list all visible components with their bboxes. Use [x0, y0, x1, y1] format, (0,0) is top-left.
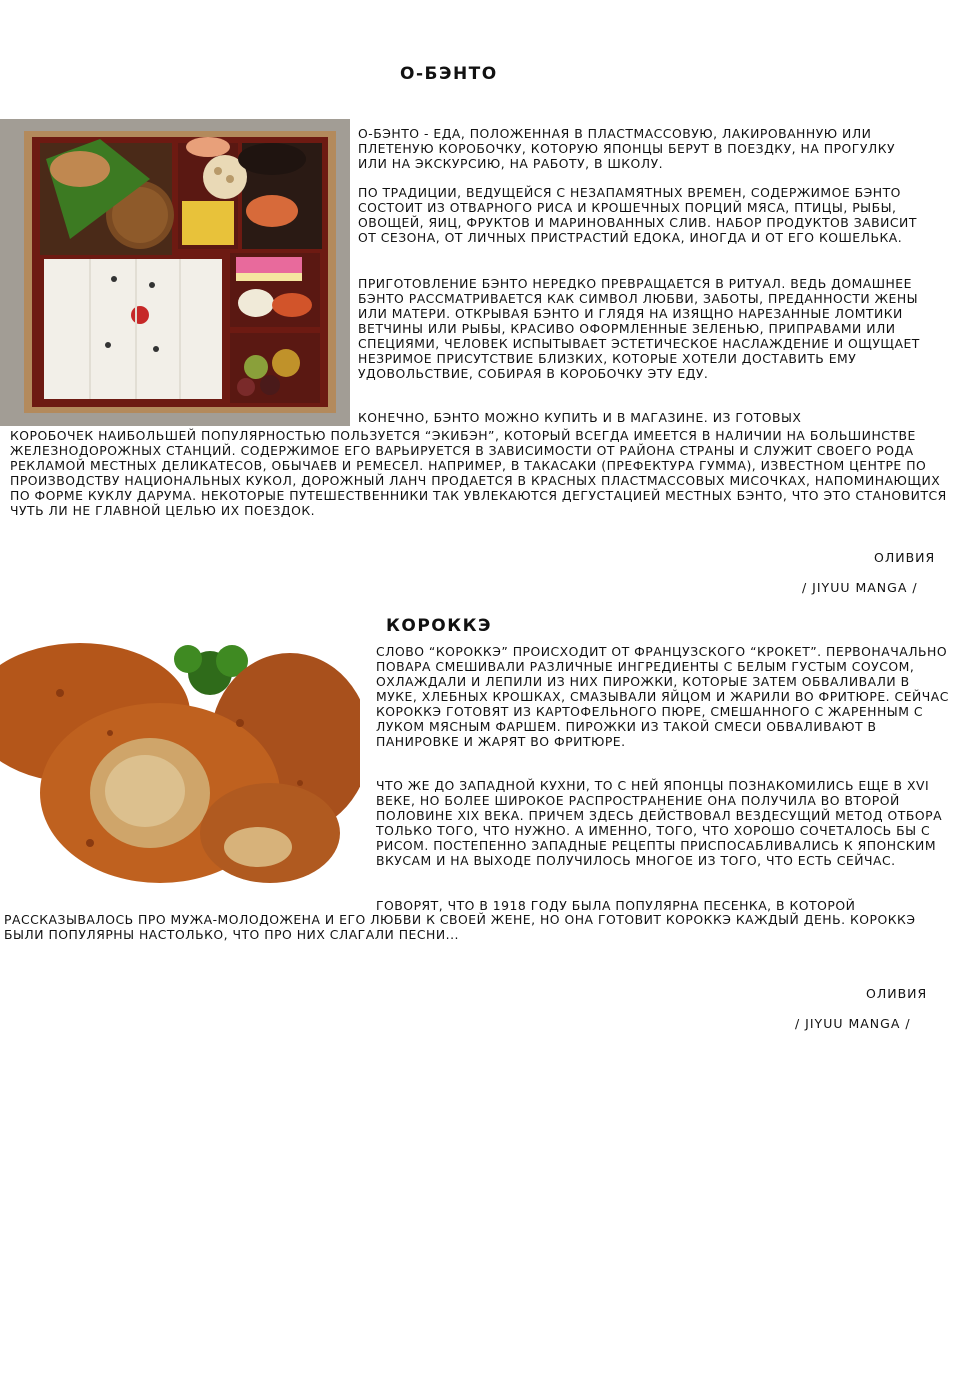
korokke-paragraph-4: РАССКАЗЫВАЛОСЬ ПРО МУЖА-МОЛОДОЖЕНА И ЕГО ЛЮБВИ К СВОЕЙ ЖЕНЕ, НО ОНА ГОТОВИТ КОРОККЭ КАЖДЫЙ ДЕНЬ. КОРОККЭ БЫЛИ ПОПУЛЯРНЫ НАСТОЛЬКО, ЧТО ПРО НИХ СЛАГАЛИ ПЕСНИ...: [4, 912, 916, 942]
korokke-photo: [0, 633, 360, 903]
bento-paragraph-4: КОНЕЧНО, БЭНТО МОЖНО КУПИТЬ И В МАГАЗИНЕ. ИЗ ГОТОВЫХ: [358, 410, 802, 425]
bento-paragraph-3: ПРИГОТОВЛЕНИЕ БЭНТО НЕРЕДКО ПРЕВРАЩАЕТСЯ В РИТУАЛ. ВЕДЬ ДОМАШНЕЕ БЭНТО РАССМАТРИВАЕТСЯ КАК СИМВОЛ ЛЮБВИ, ЗАБОТЫ, ПРЕДАННОСТИ ЖЕНЫ ИЛИ МАТЕРИ. ОТКРЫВАЯ БЭНТО И ГЛЯДЯ НА ИЗЯЩНО НАРЕЗАННЫЕ ЛОМТИКИ ВЕТЧИНЫ ИЛИ РЫБЫ, КРАСИВО ОФОРМЛЕННЫЕ ЗЕЛЕНЬЮ, ПРИПРАВАМИ ИЛИ СПЕЦИЯМИ, ЧЕЛОВЕК ИСПЫТЫВАЕТ ЭСТЕТИЧЕСКОЕ НАСЛАЖДЕНИЕ И ОЩУЩАЕТ НЕЗРИМОЕ ПРИСУТСТВИЕ БЛИЗКИХ, КОТОРЫЕ ХОТЕЛИ ДОСТАВИТЬ ЕМУ УДОВОЛЬСТВИЕ, СОБИРАЯ В КОРОБОЧКУ ЭТУ ЕДУ.: [358, 276, 920, 381]
korokke-paragraph-3: ГОВОРЯТ, ЧТО В 1918 ГОДУ БЫЛА ПОПУЛЯРНА ПЕСЕНКА, В КОТОРОЙ: [376, 898, 856, 913]
korokke-paragraph-2: ЧТО ЖЕ ДО ЗАПАДНОЙ КУХНИ, ТО С НЕЙ ЯПОНЦЫ ПОЗНАКОМИЛИСЬ ЕЩЕ В XVI ВЕКЕ, НО БОЛЕЕ ШИРОКОЕ РАСПРОСТРАНЕНИЕ ОНА ПОЛУЧИЛА ВО ВТОРОЙ ПОЛОВИНЕ XIX ВЕКА. ПРИЧЕМ ЗДЕСЬ ДЕЙСТВОВАЛ ВЕЗДЕСУЩИЙ МЕТОД ОТБОРА ТОЛЬКО ТОГО, ЧТО НУЖНО. А ИМЕННО, ТОГО, ЧТО ХОРОШО СОЧЕТАЛОСЬ БЫ С РИСОМ. ПОСТЕПЕННО ЗАПАДНЫЕ РЕЦЕПТЫ ПРИСПОСАБЛИВАЛИСЬ К ЯПОНСКИМ ВКУСАМ И НА ВЫХОДЕ ПОЛУЧИЛОСЬ МНОГОЕ ИЗ ТОГО, ЧТО ЕСТЬ СЕЙЧАС.: [376, 778, 943, 868]
bento-author: ОЛИВИЯ: [874, 550, 936, 565]
korokke-title: КОРОККЭ: [386, 616, 493, 636]
bento-paragraph-1: О-БЭНТО - ЕДА, ПОЛОЖЕННАЯ В ПЛАСТМАССОВУЮ, ЛАКИРОВАННУЮ ИЛИ ПЛЕТЕНУЮ КОРОБОЧКУ, КОТОРУЮ ЯПОНЦЫ БЕРУТ В ПОЕЗДКУ, НА ПРОГУЛКУ ИЛИ НА ЭКСКУРСИЮ, НА РАБОТУ, В ШКОЛУ.: [358, 126, 896, 171]
bento-photo: [0, 119, 350, 426]
korokke-source: / JIYUU MANGA /: [795, 1016, 911, 1031]
korokke-author: ОЛИВИЯ: [866, 986, 928, 1001]
bento-title: О-БЭНТО: [400, 64, 498, 84]
korokke-paragraph-1: СЛОВО “КОРОККЭ” ПРОИСХОДИТ ОТ ФРАНЦУЗСКОГО “КРОКЕТ”. ПЕРВОНАЧАЛЬНО ПОВАРА СМЕШИВАЛИ РАЗЛИЧНЫЕ ИНГРЕДИЕНТЫ С БЕЛЫМ ГУСТЫМ СОУСОМ, ОХЛАЖДАЛИ И ЛЕПИЛИ ИЗ НИХ ПИРОЖКИ, КОТОРЫЕ ЗАТЕМ ОБВАЛИВАЛИ В МУКЕ, ХЛЕБНЫХ КРОШКАХ, СМАЗЫВАЛИ ЯЙЦОМ И ЖАРИЛИ ВО ФРИТЮРЕ. СЕЙЧАС КОРОККЭ ГОТОВЯТ ИЗ КАРТОФЕЛЬНОГО ПЮРЕ, СМЕШАННОГО С ЖАРЕННЫМ С ЛУКОМ МЯСНЫМ ФАРШЕМ. ПИРОЖКИ ИЗ ТАКОЙ СМЕСИ ОБВАЛИВАЮТ В ПАНИРОВКЕ И ЖАРЯТ ВО ФРИТЮРЕ.: [376, 644, 949, 749]
bento-paragraph-5: КОРОБОЧЕК НАИБОЛЬШЕЙ ПОПУЛЯРНОСТЬЮ ПОЛЬЗУЕТСЯ “ЭКИБЭН”, КОТОРЫЙ ВСЕГДА ИМЕЕТСЯ В НАЛИЧИИ НА БОЛЬШИНСТВЕ ЖЕЛЕЗНОДОРОЖНЫХ СТАНЦИЙ. СОДЕРЖИМОЕ ЕГО ВАРЬИРУЕТСЯ В ЗАВИСИМОСТИ ОТ РАЙОНА СТРАНЫ И СЛУЖИТ СВОЕГО РОДА РЕКЛАМОЙ МЕСТНЫХ ДЕЛИКАТЕСОВ, ОБЫЧАЕВ И РЕМЕСЕЛ. НАПРИМЕР, В ТАКАСАКИ (ПРЕФЕКТУРА ГУММА), ИЗВЕСТНОМ ЦЕНТРЕ ПО ПРОИЗВОДСТВУ НАЦИОНАЛЬНЫХ КУКОЛ, ДОРОЖНЫЙ ЛАНЧ ПРОДАЕТСЯ В КРАСНЫХ ПЛАСТМАССОВЫХ МИСОЧКАХ, НАПОМИНАЮЩИХ ПО ФОРМЕ КУКЛУ ДАРУМА. НЕКОТОРЫЕ ПУТЕШЕСТВЕННИКИ ТАК УВЛЕКАЮТСЯ ДЕГУСТАЦИЕЙ МЕСТНЫХ БЭНТО, ЧТО ЭТО СТАНОВИТСЯ ЧУТЬ ЛИ НЕ ГЛАВНОЙ ЦЕЛЬЮ ИХ ПОЕЗДОК.: [10, 428, 947, 518]
bento-source: / JIYUU MANGA /: [802, 580, 918, 595]
bento-paragraph-2: ПО ТРАДИЦИИ, ВЕДУЩЕЙСЯ С НЕЗАПАМЯТНЫХ ВРЕМЕН, СОДЕРЖИМОЕ БЭНТО СОСТОИТ ИЗ ОТВАРНОГО РИСА И КРОШЕЧНЫХ ПОРЦИЙ МЯСА, ПТИЦЫ, РЫБЫ, ОВОЩЕЙ, ЯИЦ, ФРУКТОВ И МАРИНОВАННЫХ СЛИВ. НАБОР ПРОДУКТОВ ЗАВИСИТ ОТ СЕЗОНА, ОТ ЛИЧНЫХ ПРИСТРАСТИЙ ЕДОКА, ИНОГДА И ОТ ЕГО КОШЕЛЬКА.: [358, 185, 917, 245]
